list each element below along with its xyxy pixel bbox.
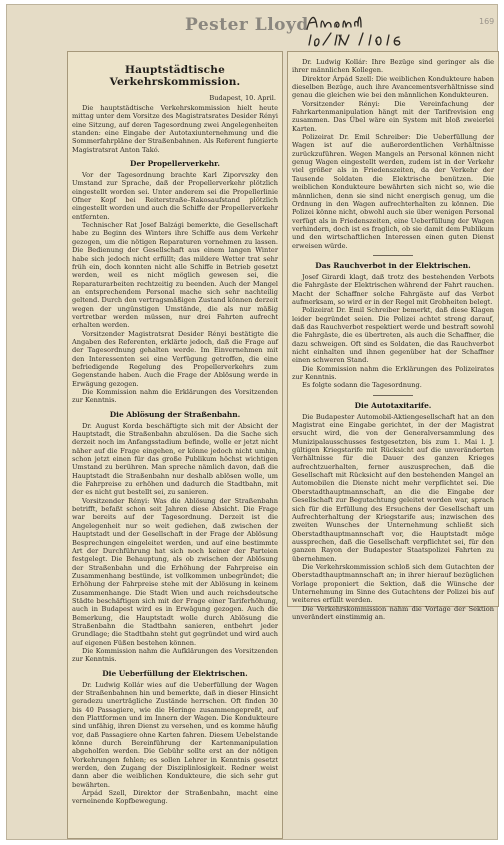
paragraph: Die Budapester Automobil-Aktiengesellschaft hat an den Magistrat eine Eingabe gerichtet, in der der Magistrat ersucht wird, die von der Generalversammlung des Munizipalausschusses festgesetzten, bis zum 1. Mai l. J. gültigen Kriegstarife mit Rücksicht auf die unveränderten Verhältnisse für die Dauer des ganzen Krieges aufrechtzuerhalten, ferner auszusprechen, daß die Gesellschaft mit Rücksicht auf den bestehenden Mangel an Automobilen die Dienste nicht mehr verpflichtet sei. Die Oberstadthauptmannschaft, an die die Eingabe der Gesellschaft zur Begutachtung geleitet worden war, sprach sich für die Erfüllung des Ersuchens der Gesellschaft um Aufrechterhaltung der Kriegstarife aus; inzwischen des zweiten Wunsches der Unternehmung schließt sich Oberstadthauptmannschaft vor, die Hauptstadt möge aussprechen, daß die Gesellschaft verpflichtet sei, für den ganzen Rayon der Budapester Staatspolizei Fahrten zu übernehmen. (292, 412, 494, 563)
paragraph: Dr. August Korda beschäftigte sich mit der Absicht der Hauptstadt, die Straßenbahn abzulösen. Da die Sache sich derzeit noch im Anfangsstadium befinde, wolle er jetzt nicht näher auf die Frage eingehen, er könne jedoch nicht umhin, schon jetzt einen für das große Publikum höchst wichtigen Umstand zu berühren. Man spreche nämlich davon, daß die Hauptstadt die Straßenbahn nur deshalb ablösen wolle, um die Fahrpreise zu erhöhen und dadurch die Stadtbahn, mit der es nicht gut bestellt sei, zu sanieren. (72, 421, 278, 497)
divider (373, 255, 413, 256)
paragraph: Dr. Ludwig Kollár: Ihre Bezüge sind geringer als die ihrer männlichen Kollegen. (292, 58, 494, 75)
section-heading: Das Rauchverbot in der Elektrischen. (315, 260, 471, 270)
paragraph: Vorsitzender Magistratsrat Desider Rényi bestätigte die Angaben des Referenten, erklärte jedoch, daß die Frage auf der Tagesordnung gehalten werde. Im Einvernehmen mit den Interessenten sei eine Verfügung getroffen, die eine befriedigende Regelung des Propellerverkehrs zum Gegenstande haben. Auch die Frage der Ablösung werde in Erwägung gezogen. (72, 329, 278, 388)
paragraph: Es folgte sodann die Tagesordnung. (302, 381, 422, 390)
clipping-right-column (287, 51, 499, 621)
article-title: Hauptstädtische Verkehrskommission. (109, 64, 241, 88)
paragraph: Vorsitzender Rényi: Die Vereinfachung der Fahrkartenmanipulation hängt mit der Tarifrevision eng zusammen. Das Übel wäre ein System mit bloß zweierlei Karten. (292, 99, 494, 133)
paragraph: Polizeirat Dr. Emil Schreiber bemerkt, daß diese Klagen leider begründet seien. Die Polizei achtet streng darauf, daß das Rauchverbot respektiert werde und bestraft sowohl die Fahrgäste, die es übertreten, als auch die Schaffner, die dazu schweigen. Oft sind es Soldaten, die das Rauchverbot nicht einhalten und ihnen gegenüber hat der Schaffner einen schweren Stand. (292, 306, 494, 365)
paragraph: Árpád Szell, Direktor der Straßenbahn, macht eine verneinende Kopfbewegung. (72, 789, 278, 806)
paragraph: Vorsitzender Rényi: Was die Ablösung der Straßenbahn betrifft, befaßt schon seit Jahren diese Absicht. Die Frage war bereits auf der Tagesordnung. Derzeit ist die Angelegenheit nur so weit gediehen, daß zwischen der Hauptstadt und der Gesellschaft in der Frage der Ablösung Besprechungen eingeleitet werden, und auf eine bestimmte Art der Durchführung hat sich noch keiner der Parteien festgelegt. Die Behauptung, als ob zwischen der Ablösung der Straßenbahn und die Erhöhung der Fahrpreise ein Zusammenhang bestünde, ist vollkommen unbegründet; die Erhöhung der Fahrpreise stehe mit der Ablösung in keinem Zusammenhange. Die Stadt Wien und auch reichsdeutsche Städte beschäftigen sich mit der Frage einer Tariferhöhung, auch in Budapest wird es in Erwägung gezogen. Auch die Bemerkung, die Hauptstadt wolle durch Ablösung die Straßenbahn die Stadtbahn sanieren, entbehrt jeder Grundlage; die Stadtbahn steht gut gegründet und wird auch auf eigenen Füßen bestehen können. (72, 496, 278, 647)
handwritten-note (301, 9, 421, 49)
paragraph: Technischer Rat Josef Balzági bemerkte, die Gesellschaft habe zu Beginn des Winters ihre Schiffe aus dem Verkehr gezogen, um die nötigen Reparaturen vornehmen zu lassen. Die Bedienung der Gesellschaft aus einem langen Winter habe sich jedoch nicht erfüllt; das mildere Wetter trat sehr früh ein, doch konnten nicht alle Schiffe in Betrieb gesetzt werden, weil es nicht möglich gewesen sei, die Reparaturarbeiten rechtzeitig zu beenden. Auch der Mangel an entsprechendem Personal mache sich sehr nachteilig geltend. Durch den vertragsmäßigen Zustand können derzeit wegen der ungünstigen Umstände, die als nur mäßig vertretbar werden müssen, nur drei Fahrten aufrecht erhalten werden. (72, 221, 278, 330)
section-heading: Die Ablösung der Straßenbahn. (109, 409, 241, 419)
article-dateline: Budapest, 10. April. (209, 94, 276, 102)
section-heading: Die Autotaxitarife. (354, 400, 432, 410)
masthead: Pester Lloyd (185, 15, 309, 35)
divider (373, 395, 413, 396)
section-heading: Die Ueberfüllung der Elektrischen. (102, 668, 248, 678)
paragraph: Josef Girardi klagt, daß trotz des bestehenden Verbots die Fahrgäste der Elektrischen während der Fahrt rauchen. Macht der Schaffner solche Fahrgäste auf das Verbot aufmerksam, so wird er in der Regel mit Grobheiten belegt. (292, 272, 494, 306)
archive-number: 169 (479, 17, 495, 26)
paragraph: Die Verkehrskommission schloß sich dem Gutachten der Oberstadthauptmannschaft an; in ihrer hierauf bezüglichen Vorlage proponiert die Sektion, daß die Wünsche der Unternehmung im Sinne des Gutachtens der Polizei bis auf weiteres erfüllt werden. (292, 562, 494, 605)
scan-background (6, 4, 498, 840)
paragraph: Dr. Ludwig Kollár wies auf die Ueberfüllung der Wagen der Straßenbahnen hin und bemerkte, daß in dieser Hinsicht geradezu unerträgliche Zustände herrschen. Oft finden 30 bis 40 Passagiere, wie die Heringe zusammengepreßt, auf den Plattformen und im Innern der Wagen. Die Kondukteure sind unfähig, ihren Dienst zu versehen, und es komme häufig vor, daß Passagiere ohne Karten fahren. Diesem Uebelstande könne durch Bereinführung der Kartenmanipulation abgeholfen werden. Die Gebühr sollte erst an der nötigen Vorkehrungen fehlen; es sollen Lehrer in Kenntnis gesetzt werden, den Zugang der Disziplinlosigkeit. Redner weist dann aber die weiblichen Kondukteure, die sich sehr gut bewährten. (72, 680, 278, 789)
section-heading: Der Propellerverkehr. (130, 159, 220, 169)
paragraph: Die Kommission nahm die Aufklärungen des Vorsitzenden zur Kenntnis. (72, 646, 278, 664)
article-right-column (292, 58, 494, 621)
paragraph: Die Kommission nahm die Erklärungen des Vorsitzenden zur Kenntnis. (72, 388, 278, 405)
paragraph: Polizeirat Dr. Emil Schreiber: Die Ueberfüllung der Wagen ist auf die außerordentlichen Verhältnisse zurückzuführen. Wegen Mangels an Personal können nicht genug Wagen eingestellt werden, zudem ist in der Verkehr viel größer als in Friedenszeiten, da der Verkehr der Tausende Soldaten die Elektrische benützen. Die weiblichen Kondukteure bewährten sich nicht so, wie die männlichen, denn sie sind nicht energisch genug, um die Ordnung in den Wagen aufrechterhalten zu können. Die Polizei könne nicht, obwohl auch sie über wenigen Personal verfügt als in Friedenszeiten, eine Ueberfüllung der Wagen verhindern, doch ist es fraglich, ob sie damit dem Publikum und den wirtschaftlichen Interessen einen guten Dienst erweisen würde. (292, 133, 494, 250)
paragraph: Vor der Tagesordnung brachte Karl Ziporvszky den Umstand zur Sprache, daß der Propellerverkehr plötzlich eingestellt worden sei. Unter anderem sei die Propellerlinie Ofner Kopf bei Reiterstraße–Rakosaufstand plötzlich eingestellt worden und auch die Schiffe der Propellerverkehr entfernten. (72, 171, 278, 221)
paragraph: Die Verkehrskommission nahm die Vorlage der Sektion unverändert einstimmig an. (292, 604, 494, 621)
article-intro: Die hauptstädtische Verkehrskommission hielt heute mittag unter dem Vorsitze des Magistratsrates Desider Rényi eine Sitzung, auf deren Tagesordnung zwei Angelegenheiten standen: eine Eingabe der Autotaxiunternehmung und die Sommerfahrpläne der Straßenbahnen. Als Referent fungierte Magistratsrat Anton Takó. (72, 104, 278, 154)
article-left-column (72, 58, 278, 834)
clipping-left-column (67, 51, 283, 839)
paragraph: Die Kommission nahm die Erklärungen des Polizeirates zur Kenntnis. (292, 364, 494, 382)
paragraph: Direktor Árpád Szell: Die weiblichen Kondukteure haben dieselben Bezüge, auch ihre Avancementsverhältnisse sind genau die gleichen wie bei den männlichen Kondukteuren. (292, 74, 494, 100)
